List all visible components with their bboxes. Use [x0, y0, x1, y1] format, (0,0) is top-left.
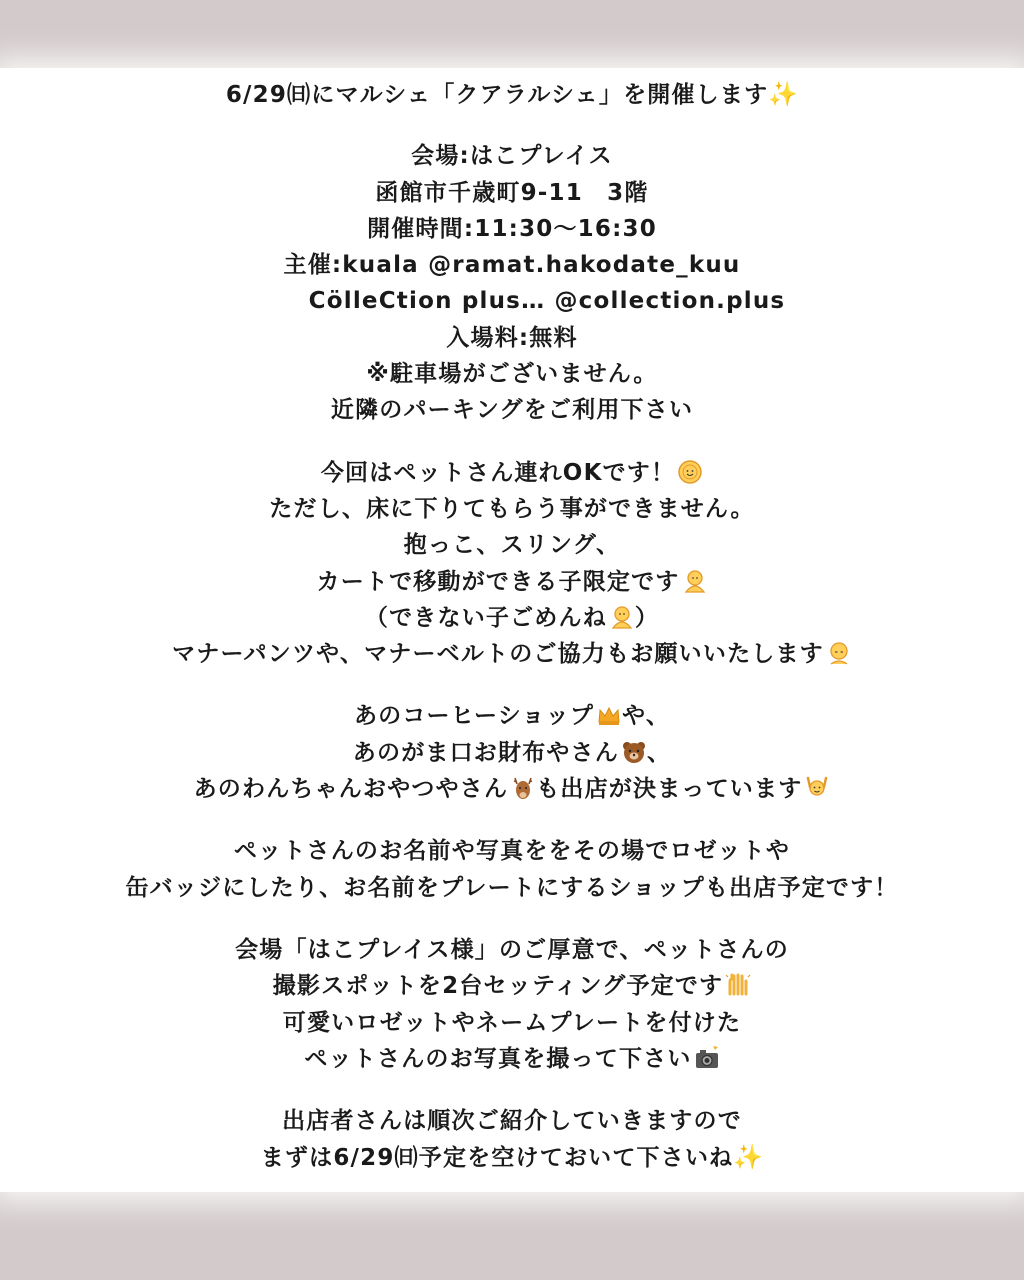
spacer	[0, 672, 1024, 698]
bowing-person-icon	[609, 604, 635, 630]
camera-with-flash-icon	[694, 1045, 720, 1071]
dog-treats-line	[0, 771, 1024, 807]
sparkles-icon: ✨	[733, 1143, 764, 1172]
organizer-line-2: CölleCtion plus… @collection.plus	[308, 288, 786, 315]
floor-notice: ただし、床に下りてもらう事ができません。	[269, 495, 755, 522]
photo-spot-line	[0, 968, 1024, 1004]
nameplate-line: 可愛いロゼットやネームプレートを付けた	[282, 1009, 742, 1036]
spacer	[0, 807, 1024, 833]
wallet-shop-line	[0, 735, 1024, 771]
spacer	[0, 112, 1024, 138]
take-photo-text: ペットさんのお写真を撮って下さい	[304, 1045, 692, 1072]
carry-options: 抱っこ、スリング、	[403, 532, 621, 559]
spacer	[0, 429, 1024, 455]
organizer-line: 主催:kuala @ramat.hakodate_kuu	[283, 252, 741, 279]
apology-text: （できない子ごめんね	[364, 604, 607, 631]
vendors-intro-line: 出店者さんは順次ご紹介していきますので	[282, 1108, 742, 1135]
venue-line: 会場:はこプレイス	[411, 143, 613, 170]
hours-line: 開催時間:11:30〜16:30	[367, 215, 657, 242]
headline-text: 6/29㈰にマルシェ「クアラルシェ」を開催します	[225, 82, 769, 108]
apology-line	[0, 600, 1024, 636]
manners-text: マナーパンツや、マナーベルトのご協力もお願いいたします	[172, 641, 824, 668]
crown-icon	[596, 702, 622, 728]
clapping-hands-icon	[725, 972, 751, 998]
pets-ok-text: 今回はペットさん連れOKです！	[320, 459, 676, 486]
save-the-date-line	[0, 1139, 1024, 1175]
rosette-line: ペットさんのお名前や写真ををその場でロゼットや	[233, 838, 791, 865]
bowing-person-icon	[682, 568, 708, 594]
coffee-shop-line	[0, 698, 1024, 734]
address-line: 函館市千歳町9-11 3階	[375, 179, 649, 206]
pets-ok-line	[0, 455, 1024, 491]
photo-spot-text: 撮影スポットを2台セッティング予定です	[272, 973, 724, 1000]
coffee-shop-text: あのコーヒーショップ	[353, 703, 595, 730]
cart-only-text: カートで移動ができる子限定です	[316, 568, 680, 595]
wallet-shop-suffix: 、	[647, 739, 672, 766]
announcement-text	[0, 76, 1024, 1176]
raised-hands-person-icon	[804, 775, 830, 801]
admission-line: 入場料:無料	[446, 324, 578, 351]
parking-advice: 近隣のパーキングをご利用下さい	[330, 397, 694, 424]
dog-treats-suffix: も出店が決まっています	[536, 776, 803, 803]
smiling-face-icon	[677, 459, 703, 485]
spacer	[0, 906, 1024, 932]
cart-only-line	[0, 564, 1024, 600]
bowing-person-icon	[826, 640, 852, 666]
parking-notice: ※駐車場がございません。	[366, 361, 658, 388]
spacer	[0, 1077, 1024, 1103]
save-the-date-text: まずは6/29㈰予定を空けておいて下さいね	[260, 1145, 734, 1172]
venue-thanks-line: 会場「はこプレイス様」のご厚意で、ペットさんの	[235, 936, 789, 963]
wallet-shop-text: あのがま口お財布やさん	[352, 739, 619, 766]
badge-shop-line: 缶バッジにしたり、お名前をプレートにするショップも出店予定です！	[125, 874, 899, 901]
apology-close-paren: ）	[634, 604, 660, 631]
deer-face-icon	[510, 775, 536, 801]
dog-treats-text: あのわんちゃんおやつやさん	[193, 776, 509, 803]
event-headline	[0, 76, 1024, 112]
sparkles-icon: ✨	[768, 80, 799, 108]
coffee-shop-suffix: や、	[622, 703, 671, 730]
take-photo-line	[0, 1041, 1024, 1077]
manners-line	[0, 636, 1024, 672]
bear-face-icon	[621, 739, 647, 765]
